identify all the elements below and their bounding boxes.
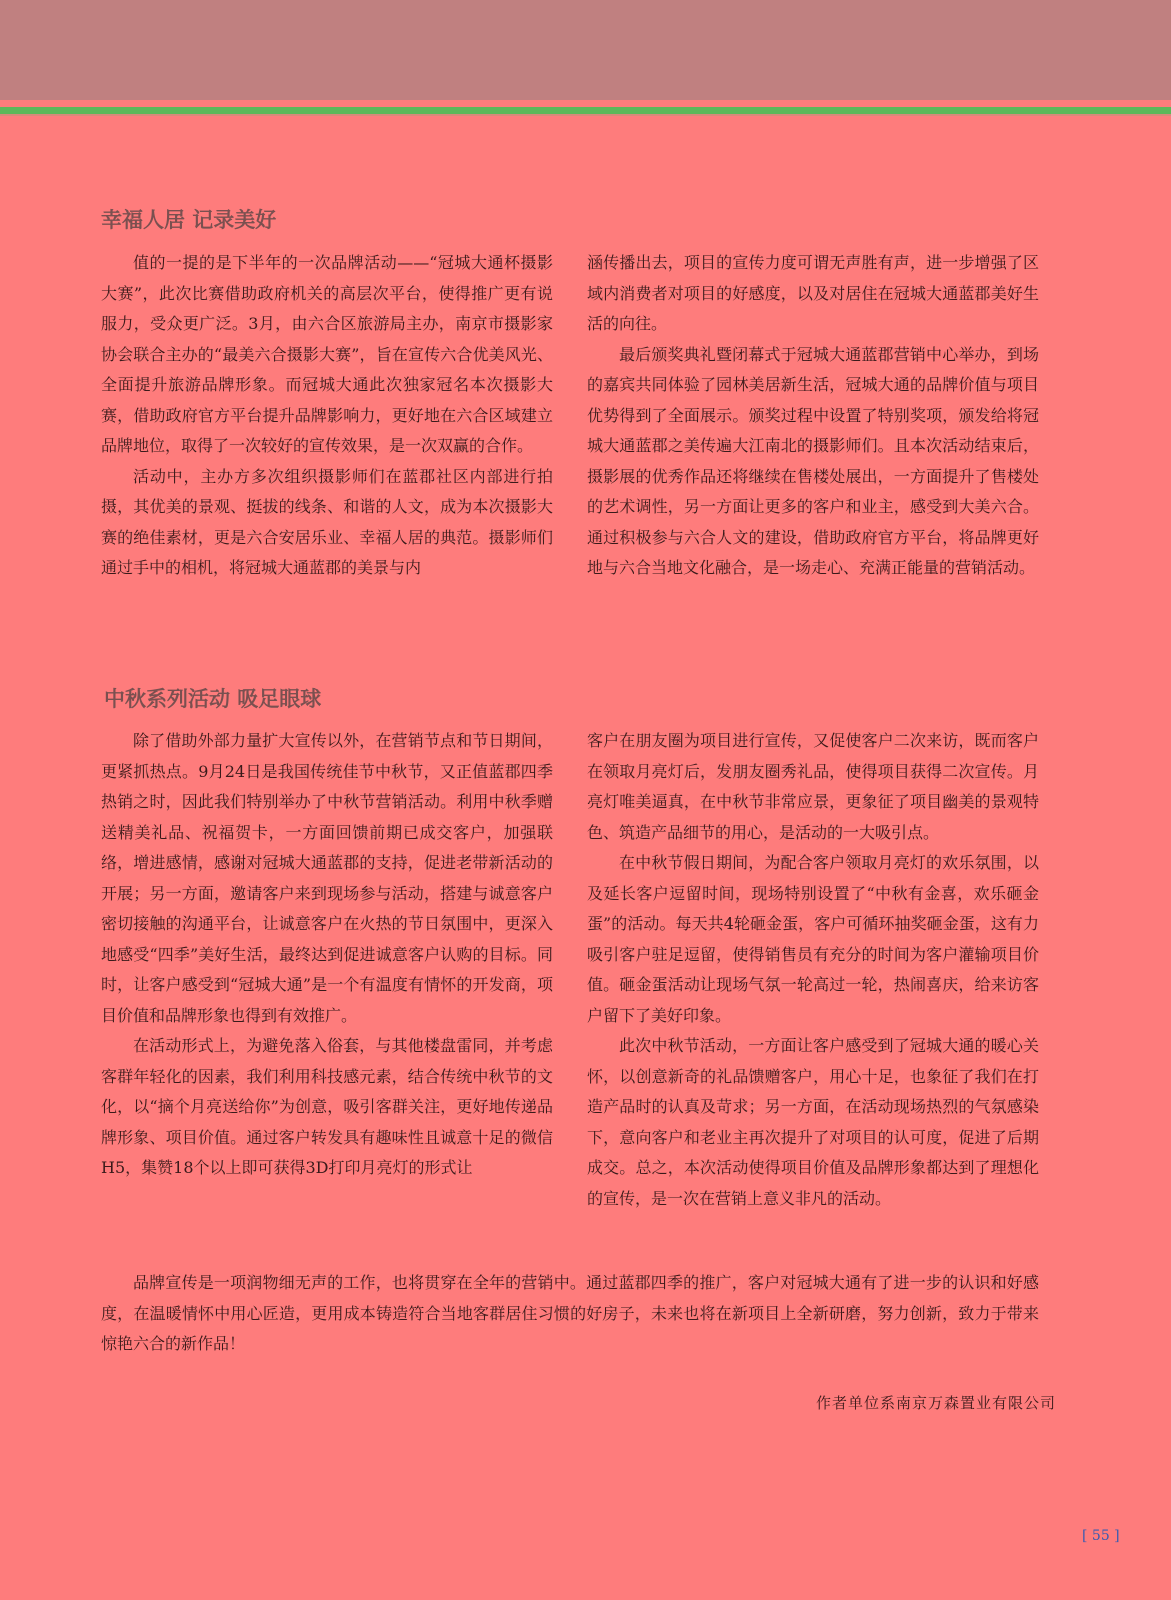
header-band (0, 0, 1171, 100)
paragraph: 此次中秋节活动，一方面让客户感受到了冠城大通的暖心关怀，以创意新奇的礼品馈赠客户，用心十足，也象征了我们在打造产品时的认真及苛求；另一方面，在活动现场热烈的气氛感染下，意向客户和老业主再次提升了对项目的认可度，促进了后期成交。总之，本次活动使得项目价值及品牌形象都达到了理想化的宣传，是一次在营销上意义非凡的活动。 (587, 1036, 1039, 1208)
paragraph: 最后颁奖典礼暨闭幕式于冠城大通蓝郡营销中心举办，到场的嘉宾共同体验了园林美居新生活，冠城大通的品牌价值与项目优势得到了全面展示。颁奖过程中设置了特别奖项，颁发给将冠城大通蓝郡之美传遍大江南北的摄影师们。且本次活动结束后，摄影展的优秀作品还将继续在售楼处展出，一方面提升了售楼处的艺术调性，另一方面让更多的客户和业主，感受到大美六合。通过积极参与六合人文的建设，借助政府官方平台，将品牌更好地与六合当地文化融合，是一场走心、充满正能量的营销活动。 (587, 344, 1039, 577)
author-affiliation: 作者单位系南京万森置业有限公司 (815, 1394, 1056, 1412)
paragraph: 在中秋节假日期间，为配合客户领取月亮灯的欢乐氛围，以及延长客户逗留时间，现场特别设置了“中秋有金喜，欢乐砸金蛋”的活动。每天共4轮砸金蛋，客户可循环抽奖砸金蛋，这有力吸引客户驻足逗留，使得销售员有充分的时间为客户灌输项目价值。砸金蛋活动让现场气氛一轮高过一轮，热闹喜庆，给来访客户留下了美好印象。 (587, 853, 1039, 1025)
section2-right-column (587, 726, 1039, 1214)
closing-column (101, 1268, 1039, 1360)
header-accent-line (0, 107, 1171, 114)
paragraph: 活动中，主办方多次组织摄影师们在蓝郡社区内部进行拍摄，其优美的景观、挺拔的线条、和谐的人文，成为本次摄影大赛的绝佳素材，更是六合安居乐业、幸福人居的典范。摄影师们通过手中的相机，将冠城大通蓝郡的美景与内 (101, 466, 553, 577)
section1-right-column (587, 248, 1039, 584)
paragraph: 客户在朋友圈为项目进行宣传，又促使客户二次来访，既而客户在领取月亮灯后，发朋友圈秀礼品，使得项目获得二次宣传。月亮灯唯美逼真，在中秋节非常应景，更象征了项目幽美的景观特色、筑造产品细节的用心，是活动的一大吸引点。 (587, 731, 1039, 842)
paragraph: 值的一提的是下半年的一次品牌活动——“冠城大通杯摄影大赛”，此次比赛借助政府机关的高层次平台，使得推广更有说服力，受众更广泛。3月，由六合区旅游局主办，南京市摄影家协会联合主办的“最美六合摄影大赛”，旨在宣传六合优美风光、全面提升旅游品牌形象。而冠城大通此次独家冠名本次摄影大赛，借助政府官方平台提升品牌影响力，更好地在六合区域建立品牌地位，取得了一次较好的宣传效果，是一次双赢的合作。 (101, 253, 553, 455)
paragraph: 在活动形式上，为避免落入俗套，与其他楼盘雷同，并考虑客群年轻化的因素，我们利用科技感元素，结合传统中秋节的文化，以“摘个月亮送给你”为创意，吸引客群关注，更好地传递品牌形象、项目价值。通过客户转发具有趣味性且诚意十足的微信H5，集赞18个以上即可获得3D打印月亮灯的形式让 (101, 1036, 553, 1177)
section-heading: 中秋系列活动 吸足眼球 (104, 687, 322, 711)
paragraph: 涵传播出去，项目的宣传力度可谓无声胜有声，进一步增强了区域内消费者对项目的好感度，以及对居住在冠城大通蓝郡美好生活的向往。 (587, 253, 1039, 333)
header-divider (0, 114, 1171, 116)
closing-paragraph: 品牌宣传是一项润物细无声的工作，也将贯穿在全年的营销中。通过蓝郡四季的推广，客户对冠城大通有了进一步的认识和好感度，在温暖情怀中用心匠造，更用成本铸造符合当地客群居住习惯的好房子，未来也将在新项目上全新研磨，努力创新，致力于带来惊艳六合的新作品！ (101, 1273, 1039, 1353)
page-number: [ 55 ] (1082, 1528, 1120, 1544)
section-heading: 幸福人居 记录美好 (101, 208, 277, 232)
paragraph: 除了借助外部力量扩大宣传以外，在营销节点和节日期间，更紧抓热点。9月24日是我国传统佳节中秋节，又正值蓝郡四季热销之时，因此我们特别举办了中秋节营销活动。利用中秋季赠送精美礼品、祝福贺卡，一方面回馈前期已成交客户，加强联络，增进感情，感谢对冠城大通蓝郡的支持，促进老带新活动的开展；另一方面，邀请客户来到现场参与活动，搭建与诚意客户密切接触的沟通平台，让诚意客户在火热的节日氛围中，更深入地感受“四季”美好生活，最终达到促进诚意客户认购的目标。同时，让客户感受到“冠城大通”是一个有温度有情怀的开发商，项目价值和品牌形象也得到有效推广。 (101, 731, 553, 1025)
section1-left-column (101, 248, 553, 584)
section2-left-column (101, 726, 553, 1184)
